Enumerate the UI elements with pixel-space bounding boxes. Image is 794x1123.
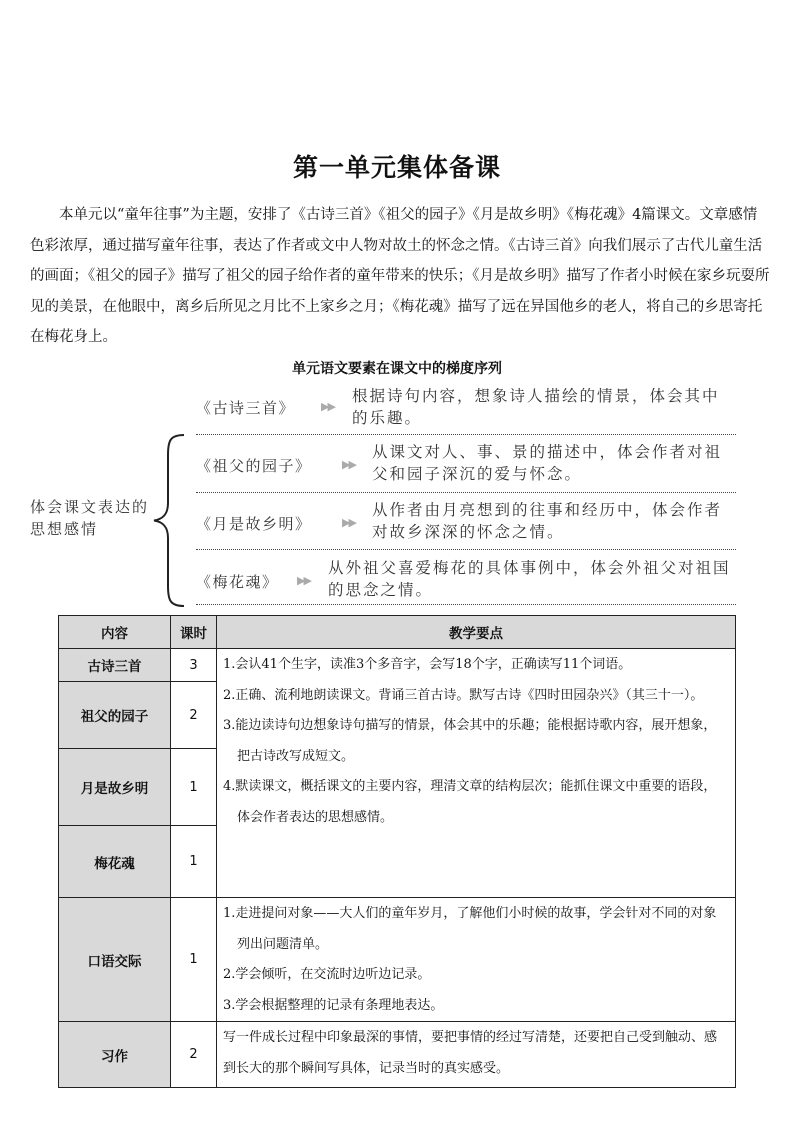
row-hours: 1 [171,749,217,826]
diagram-lesson: 《祖父的园子》 [196,457,312,475]
diagram-root-label: 体会课文表达的思想感情 [30,498,150,538]
arrow-icon: ▶▶ [321,400,334,413]
table-header-row [59,616,736,649]
row-hours: 2 [171,1022,217,1088]
arrow-icon: ▶▶ [297,574,310,587]
row-hours: 1 [171,826,217,898]
diagram-lesson: 《月是故乡明》 [196,515,312,533]
row-hours: 2 [171,682,217,749]
point-item: 3.学会根据整理的记录有条理地表达。 [223,997,444,1013]
point-item: 2.学会倾听，在交流时边听边记录。 [223,967,431,982]
intro-paragraph: 本单元以“童年往事”为主题，安排了《古诗三首》《祖父的园子》《月是故乡明》《梅花魂》4篇课文。文章感情色彩浓厚，通过描写童年往事，表达了作者或文中人物对故土的怀念之情。《古诗三首》向我们展示了古代儿童生活的画面；《祖父的园子》描写了祖父的园子给作者的童年带来的快乐；《月是故乡明》描写了作者小时候在家乡玩耍所见的美景，在他眼中，离乡后所见之月比不上家乡之月；《梅花魂》描写了远在异国他乡的老人，将自己的乡思寄托在梅花身上。 [30,207,770,345]
column-header-key-points: 教学要点 [217,616,736,649]
row-hours: 1 [171,898,217,1022]
diagram-row [196,557,736,607]
row-name: 梅花魂 [59,826,171,898]
diagram-lesson: 《梅花魂》 [196,573,279,591]
lesson-plan-table [58,615,736,1088]
table-row [59,898,736,1022]
point-item: 4.默读课文，概括课文的主要内容，理清文章的结构层次；能抓住课文中重要的语段，体会作者表达的思想感情。 [223,779,717,825]
point-item: 写一件成长过程中印象最深的事情，要把事情的经过写清楚，还要把自己受到触动、感到长大的那个瞬间写具体，记录当时的真实感受。 [223,1030,718,1076]
diagram-lesson: 《古诗三首》 [196,399,296,417]
point-item: 2.正确、流利地朗读课文。背诵三首古诗。默写古诗《四时田园杂兴》（其三十一）。 [223,687,704,703]
column-header-content: 内容 [59,616,171,649]
row-name: 习作 [59,1022,171,1088]
row-name: 古诗三首 [59,649,171,682]
row-hours: 3 [171,649,217,682]
column-header-hours: 课时 [171,616,217,649]
point-item: 3.能边读诗句边想象诗句描写的情景，体会其中的乐趣；能根据诗歌内容，展开想象，把古诗改写成短文。 [223,718,717,764]
diagram-description: 从课文对人、事、景的描述中，体会作者对祖父和园子深沉的爱与怀念。 [372,443,723,483]
row-name: 月是故乡明 [59,749,171,826]
page-title: 第一单元集体备课 [292,153,501,182]
diagram-description: 根据诗句内容，想象诗人描绘的情景，体会其中的乐趣。 [352,387,720,427]
diagram-description: 从作者由月亮想到的往事和经历中，体会作者对故乡深深的怀念之情。 [372,501,723,541]
writing-point-cell [217,1022,736,1088]
row-name: 口语交际 [59,898,171,1022]
arrow-icon: ▶▶ [342,516,355,529]
brace-icon [148,433,188,608]
point-item: 1.会认41个生字，读准3个多音字，会写18个字，正确读写11个词语。 [223,657,632,672]
reading-points-cell [217,649,736,898]
table-row [59,1022,736,1088]
row-name: 祖父的园子 [59,682,171,749]
diagram-title: 单元语文要素在课文中的梯度序列 [292,361,502,377]
dotted-divider [196,492,736,493]
oral-points-cell [217,898,736,1022]
dotted-divider [196,549,736,550]
dotted-divider [196,604,736,605]
diagram-description: 从外祖父喜爱梅花的具体事例中，体会外祖父对祖国的思念之情。 [328,559,731,599]
diagram-row [196,385,736,435]
arrow-icon: ▶▶ [342,458,355,471]
diagram-row [196,499,736,549]
table-row [59,649,736,682]
dotted-divider [196,434,736,435]
diagram-row [196,441,736,491]
point-item: 1.走进提问对象——大人们的童年岁月，了解他们小时候的故事，学会针对不同的对象列出问题清单。 [223,906,717,952]
